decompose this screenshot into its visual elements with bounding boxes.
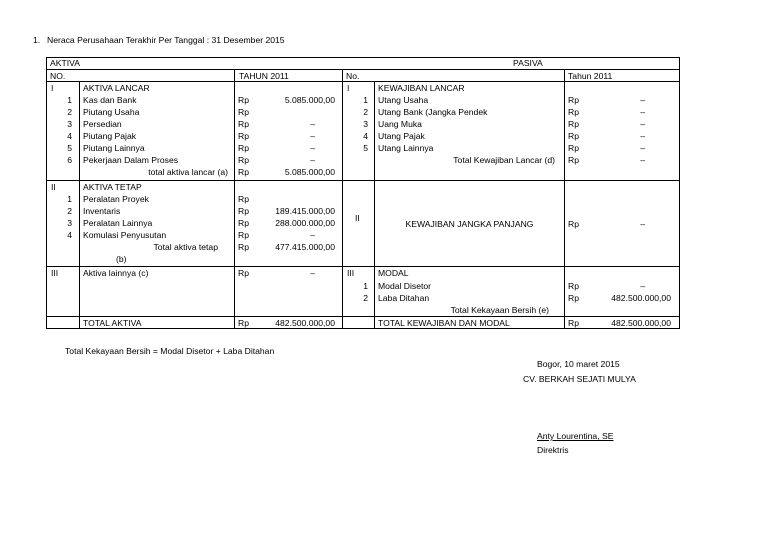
aktiva-lancar-title: AKTIVA LANCAR — [83, 83, 150, 93]
row-name: Utang Usaha — [378, 95, 429, 105]
row-name: Komulasi Penyusutan — [83, 230, 167, 240]
place-date: Bogor, 10 maret 2015 — [537, 359, 620, 369]
row-value: 288.000.000,00 — [275, 218, 335, 228]
row-currency: Rp — [568, 131, 579, 141]
aktiva-tetap-title: AKTIVA TETAP — [83, 182, 142, 192]
row-currency: Rp — [238, 194, 249, 204]
kewajiban-lancar-total-currency: Rp — [568, 155, 579, 165]
aktiva-lainnya-name: Aktiva lainnya (c) — [83, 268, 149, 278]
total-kewajiban-modal-label: TOTAL KEWAJIBAN DAN MODAL — [378, 318, 510, 328]
row-currency: Rp — [238, 107, 249, 117]
company-name: CV. BERKAH SEJATI MULYA — [523, 374, 636, 384]
row-name: Peralatan Lainnya — [83, 218, 153, 228]
kewajiban-panjang-currency: Rp — [568, 219, 579, 229]
row-no: 6 — [67, 155, 72, 165]
row-currency: Rp — [568, 281, 579, 291]
row-value: – — [640, 131, 645, 141]
row-value: – — [640, 107, 645, 117]
row-no: 1 — [67, 95, 72, 105]
row-value: – — [310, 155, 315, 165]
row-no: 5 — [67, 143, 72, 153]
modal-roman: III — [347, 268, 355, 278]
aktiva-lainnya-roman: III — [51, 268, 59, 278]
row-name: Utang Pajak — [378, 131, 425, 141]
col-tahun-left-header: TAHUN 2011 — [239, 71, 289, 81]
row-currency: Rp — [238, 143, 249, 153]
row-value: 189.415.000,00 — [275, 206, 335, 216]
kewajiban-lancar-total-label: Total Kewajiban Lancar (d) — [453, 155, 555, 165]
row-name: Piutang Pajak — [83, 131, 137, 141]
row-no: 4 — [67, 230, 72, 240]
row-no: 3 — [67, 218, 72, 228]
row-no: 3 — [67, 119, 72, 129]
aktiva-tetap-roman: II — [51, 182, 56, 192]
row-currency: Rp — [238, 230, 249, 240]
row-no: 1 — [67, 194, 72, 204]
row-no: 2 — [363, 107, 368, 117]
aktiva-tetap-total-label-b: (b) — [116, 254, 127, 264]
total-aktiva-value: 482.500.000,00 — [275, 318, 335, 328]
row-currency: Rp — [238, 155, 249, 165]
row-currency: Rp — [568, 95, 579, 105]
row-no: 1 — [363, 95, 368, 105]
aktiva-tetap-total-currency: Rp — [238, 242, 249, 252]
row-no: 5 — [363, 143, 368, 153]
row-name: Kas dan Bank — [83, 95, 137, 105]
row-value: – — [310, 143, 315, 153]
row-name: Pekerjaan Dalam Proses — [83, 155, 179, 165]
aktiva-lainnya-value: – — [310, 268, 315, 278]
row-name: Piutang Lainnya — [83, 143, 145, 153]
signatory-title: Direktris — [537, 445, 569, 455]
row-value: – — [640, 119, 645, 129]
total-aktiva-currency: Rp — [238, 318, 249, 328]
aktiva-lainnya-currency: Rp — [238, 268, 249, 278]
pasiva-header: PASIVA — [513, 58, 543, 68]
row-currency: Rp — [238, 218, 249, 228]
heading-number: 1. — [33, 35, 41, 45]
row-value: – — [640, 143, 645, 153]
row-name: Inventaris — [83, 206, 121, 216]
row-value: – — [310, 230, 315, 240]
row-name: Utang Bank (Jangka Pendek — [378, 107, 488, 117]
row-value: – — [310, 131, 315, 141]
row-no: 2 — [363, 293, 368, 303]
row-name: Modal Disetor — [378, 281, 432, 291]
row-currency: Rp — [568, 119, 579, 129]
row-value: – — [640, 95, 645, 105]
aktiva-header: AKTIVA — [50, 58, 80, 68]
kewajiban-panjang-title: KEWAJIBAN JANGKA PANJANG — [405, 219, 534, 229]
row-currency: Rp — [238, 206, 249, 216]
aktiva-lancar-total-label: total aktiva lancar (a) — [148, 167, 228, 177]
aktiva-tetap-total-value: 477.415.000,00 — [275, 242, 335, 252]
row-value: 5.085.000,00 — [284, 95, 335, 105]
row-no: 3 — [363, 119, 368, 129]
row-name: Peralatan Proyek — [83, 194, 149, 204]
row-value: – — [640, 281, 645, 291]
row-currency: Rp — [238, 119, 249, 129]
col-tahun-right-header: Tahun 2011 — [568, 71, 613, 81]
page-title: Neraca Perusahaan Terakhir Per Tanggal : 31 Desember 2015 — [47, 35, 285, 45]
total-kewajiban-modal-currency: Rp — [568, 318, 579, 328]
aktiva-tetap-total-label: Total aktiva tetap — [153, 242, 218, 252]
row-currency: Rp — [568, 143, 579, 153]
row-name: Persedian — [83, 119, 122, 129]
row-value: 482.500.000,00 — [611, 293, 671, 303]
aktiva-lancar-total-currency: Rp — [238, 167, 249, 177]
modal-total-label: Total Kekayaan Bersih (e) — [450, 305, 549, 315]
col-no-right-header: No. — [346, 71, 360, 81]
signatory-name: Anty Lourentina, SE — [537, 431, 614, 441]
kewajiban-panjang-roman: II — [355, 213, 360, 223]
row-no: 4 — [67, 131, 72, 141]
total-aktiva-label: TOTAL AKTIVA — [83, 318, 142, 328]
row-name: Laba Ditahan — [378, 293, 430, 303]
row-name: Utang Lainnya — [378, 143, 434, 153]
row-name: Piutang Usaha — [83, 107, 140, 117]
row-currency: Rp — [238, 95, 249, 105]
modal-title: MODAL — [378, 268, 409, 278]
col-no-header: NO. — [50, 71, 66, 81]
aktiva-lancar-total-value: 5.085.000,00 — [284, 167, 335, 177]
row-currency: Rp — [238, 131, 249, 141]
aktiva-lancar-roman: I — [51, 83, 54, 93]
row-name: Uang Muka — [378, 119, 422, 129]
row-no: 2 — [67, 107, 72, 117]
row-no: 1 — [363, 281, 368, 291]
row-currency: Rp — [568, 107, 579, 117]
row-currency: Rp — [568, 293, 579, 303]
total-kewajiban-modal-value: 482.500.000,00 — [611, 318, 671, 328]
kewajiban-lancar-roman: I — [347, 83, 350, 93]
kewajiban-lancar-title: KEWAJIBAN LANCAR — [378, 83, 465, 93]
kewajiban-lancar-total-value: – — [640, 155, 645, 165]
row-no: 2 — [67, 206, 72, 216]
row-value: – — [310, 119, 315, 129]
equation-note: Total Kekayaan Bersih = Modal Disetor + Laba Ditahan — [65, 346, 275, 356]
row-no: 4 — [363, 131, 368, 141]
kewajiban-panjang-value: – — [640, 219, 645, 229]
